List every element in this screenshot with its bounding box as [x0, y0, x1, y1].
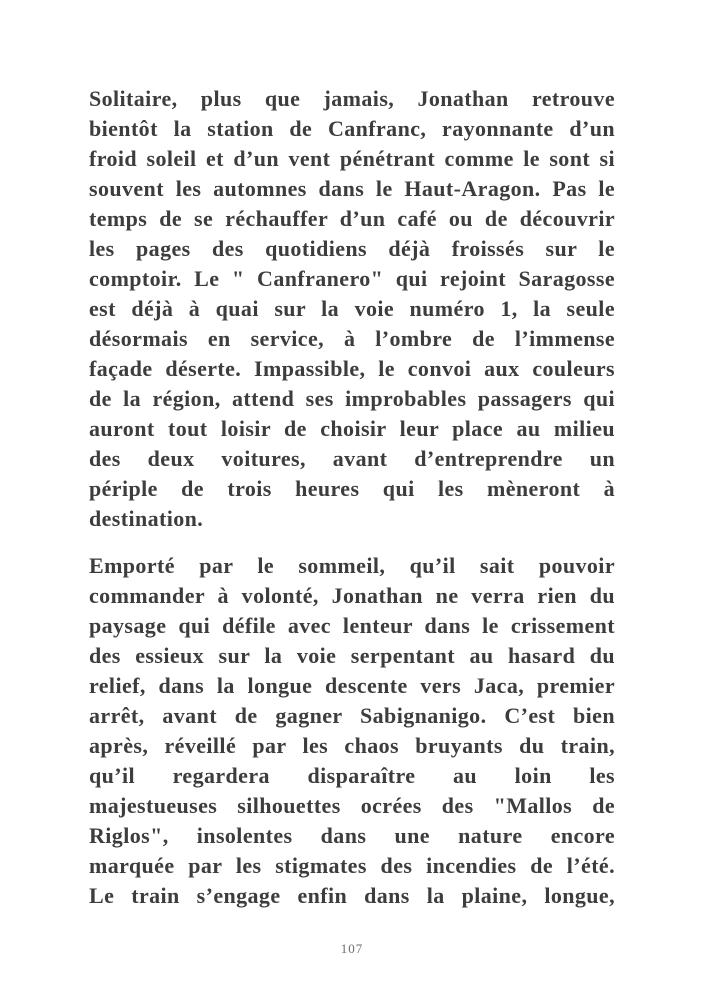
text-line: les pages des quotidiens déjà froissés sur le: [89, 236, 615, 261]
text-line: destination.: [89, 506, 204, 531]
text-line: bientôt la station de Canfranc, rayonnante d’un: [89, 116, 615, 141]
text-line: souvent les automnes dans le Haut-Aragon. Pas le: [89, 176, 615, 201]
text-line: auront tout loisir de choisir leur place au milieu: [89, 416, 615, 441]
text-line: temps de se réchauffer d’un café ou de découvrir: [89, 206, 615, 231]
page-body: [89, 84, 615, 911]
text-line: relief, dans la longue descente vers Jaca, premier: [89, 673, 615, 698]
text-line: façade déserte. Impassible, le convoi aux couleurs: [89, 356, 615, 381]
text-line: désormais en service, à l’ombre de l’immense: [89, 326, 615, 351]
text-line: froid soleil et d’un vent pénétrant comme le sont si: [89, 146, 615, 171]
text-line: de la région, attend ses improbables passagers qui: [89, 386, 615, 411]
text-line: des essieux sur la voie serpentant au hasard du: [89, 643, 615, 668]
text-line: après, réveillé par les chaos bruyants du train,: [89, 733, 615, 758]
text-line: périple de trois heures qui les mèneront à: [89, 476, 615, 501]
text-line: Le train s’engage enfin dans la plaine, longue,: [89, 883, 615, 908]
text-line: commander à volonté, Jonathan ne verra rien du: [89, 583, 615, 608]
text-line: est déjà à quai sur la voie numéro 1, la seule: [89, 296, 615, 321]
text-line: arrêt, avant de gagner Sabignanigo. C’est bien: [89, 703, 615, 728]
page-number: 107: [340, 941, 364, 956]
text-line: qu’il regardera disparaître au loin les: [89, 763, 615, 788]
text-line: Emporté par le sommeil, qu’il sait pouvoir: [89, 553, 615, 578]
paragraph-1: [89, 84, 615, 534]
text-line: comptoir. Le " Canfranero" qui rejoint Saragosse: [89, 266, 615, 291]
text-line: paysage qui défile avec lenteur dans le crissement: [89, 613, 615, 638]
text-line: des deux voitures, avant d’entreprendre un: [89, 446, 615, 471]
paragraph-2: [89, 551, 615, 911]
text-line: majestueuses silhouettes ocrées des "Mallos de: [89, 793, 615, 818]
text-line: Solitaire, plus que jamais, Jonathan retrouve: [89, 86, 615, 111]
text-line: Riglos", insolentes dans une nature encore: [89, 823, 615, 848]
text-line: marquée par les stigmates des incendies de l’été.: [89, 853, 615, 878]
